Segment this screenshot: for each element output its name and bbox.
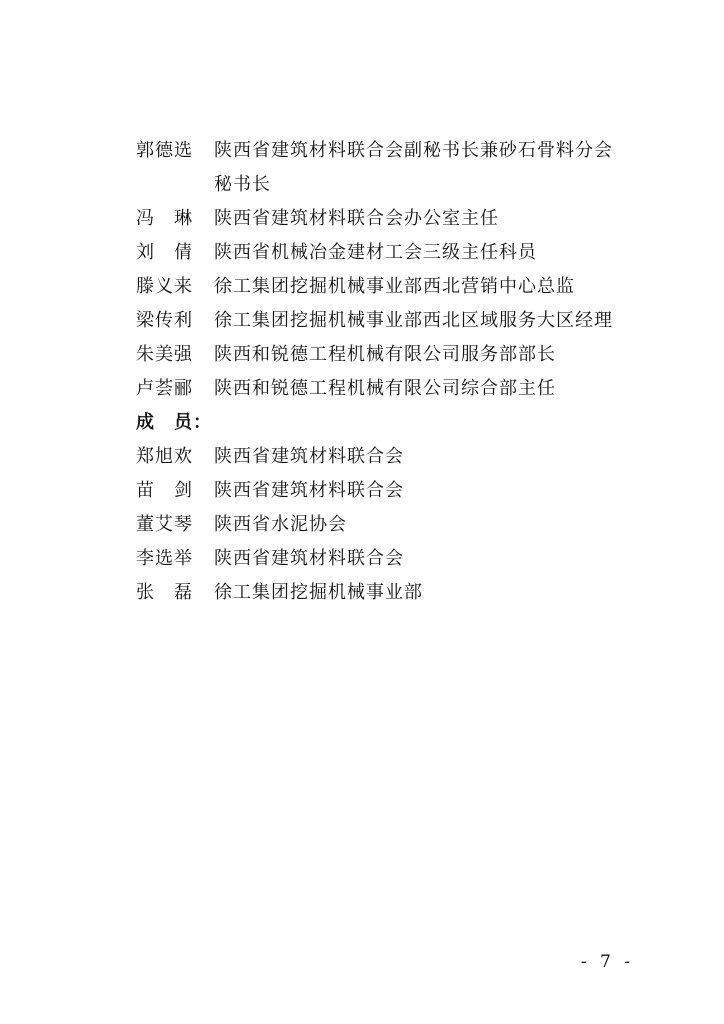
- person-role: 陕西省建筑材料联合会: [214, 480, 404, 501]
- person-role: 陕西和锐德工程机械有限公司服务部部长: [214, 344, 556, 365]
- person-role: 陕西省建筑材料联合会: [214, 446, 404, 467]
- person-role-continued: 秘书长: [214, 174, 271, 195]
- list-item: [136, 338, 636, 372]
- person-role: 徐工集团挖掘机械事业部西北营销中心总监: [214, 276, 575, 297]
- person-name: 董艾琴: [136, 514, 193, 535]
- person-role: 陕西省建筑材料联合会: [214, 548, 404, 569]
- page-number: - 7 -: [580, 952, 634, 972]
- person-role: 陕西省建筑材料联合会副秘书长兼砂石骨料分会: [214, 140, 613, 161]
- list-item: [136, 542, 636, 576]
- person-name: 郭德选: [136, 140, 193, 161]
- person-role: 徐工集团挖掘机械事业部西北区域服务大区经理: [214, 310, 613, 331]
- list-item: [136, 576, 636, 610]
- list-item: [136, 236, 636, 270]
- list-item: [136, 304, 636, 338]
- personnel-list: [136, 134, 636, 610]
- list-item: [136, 202, 636, 236]
- person-name: 卢荟郦: [136, 378, 193, 399]
- list-item: [136, 474, 636, 508]
- person-name: 张 磊: [136, 582, 193, 603]
- person-role: 陕西省建筑材料联合会办公室主任: [214, 208, 499, 229]
- person-role: 徐工集团挖掘机械事业部: [214, 582, 423, 603]
- person-name: 苗 剑: [136, 480, 193, 501]
- list-item: [136, 372, 636, 406]
- members-heading: 成 员：: [136, 412, 212, 433]
- person-name: 郑旭欢: [136, 446, 193, 467]
- person-name: 滕义来: [136, 276, 193, 297]
- list-item: [136, 508, 636, 542]
- person-role: 陕西和锐德工程机械有限公司综合部主任: [214, 378, 556, 399]
- person-name: 刘 倩: [136, 242, 193, 263]
- person-name: 李选举: [136, 548, 193, 569]
- person-name: 朱美强: [136, 344, 193, 365]
- list-item: [136, 440, 636, 474]
- list-item: [136, 134, 636, 168]
- person-name: 梁传利: [136, 310, 193, 331]
- list-item: [136, 270, 636, 304]
- person-role: 陕西省机械冶金建材工会三级主任科员: [214, 242, 537, 263]
- person-role: 陕西省水泥协会: [214, 514, 347, 535]
- person-name: 冯 琳: [136, 208, 193, 229]
